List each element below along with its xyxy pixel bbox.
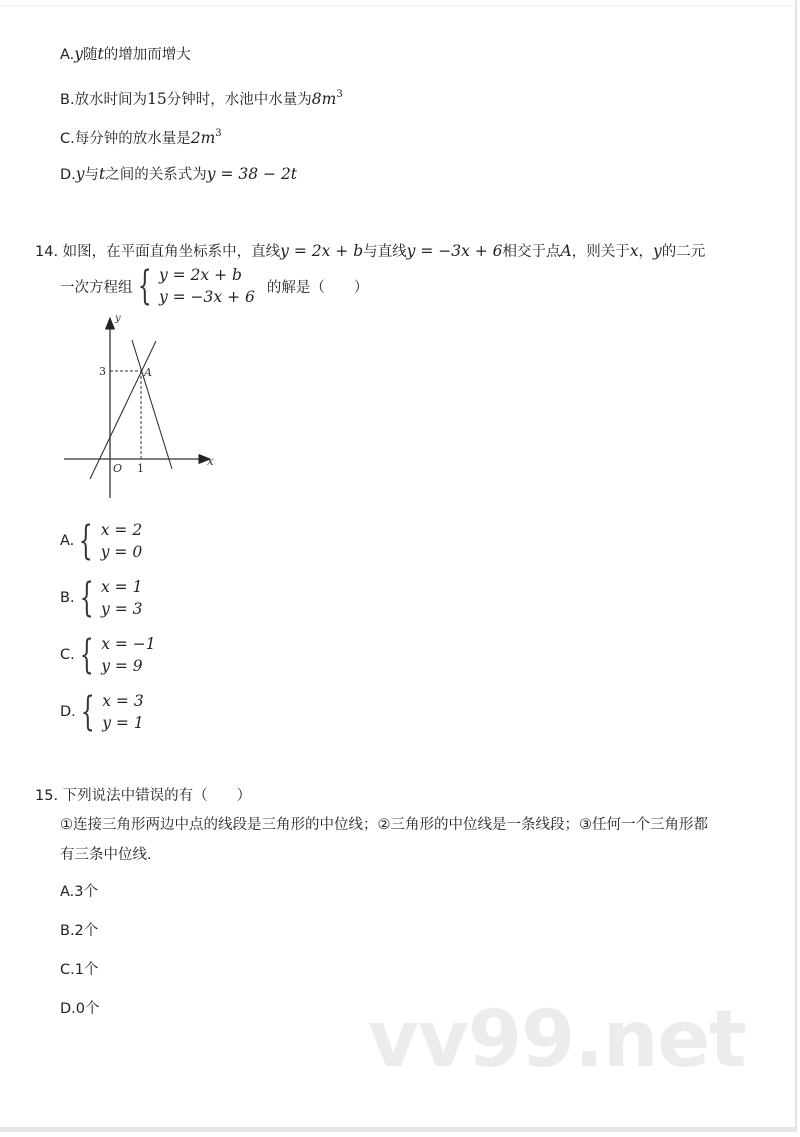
q15-body-line2: 有三条中位线.	[60, 847, 152, 863]
y-axis-label: y	[115, 313, 121, 324]
option-prefix: D.	[60, 167, 76, 183]
point-a-label: A	[144, 366, 152, 379]
stem-text: 一次方程组	[60, 279, 133, 296]
q13-option-b	[60, 85, 343, 110]
math-number: 15	[147, 90, 167, 108]
option-prefix: B.	[60, 590, 75, 606]
q14-option-d	[60, 690, 144, 734]
math-var: y	[653, 242, 662, 260]
q15-option-c: C.1个	[60, 962, 99, 978]
option-prefix: A.	[60, 533, 75, 549]
math-var: y	[75, 165, 85, 183]
math-point: A	[560, 242, 572, 260]
stem-text: 的解是（ ）	[266, 279, 369, 296]
left-brace-icon: {	[79, 575, 94, 621]
x-axis-label: x	[207, 454, 214, 468]
left-brace-icon: {	[79, 632, 94, 678]
origin-label: O	[113, 462, 123, 475]
q14-option-c	[60, 633, 156, 677]
equation-row: x = 2	[100, 521, 143, 539]
math-var: t	[99, 165, 106, 183]
stem-text: 下列说法中错误的有（ ）	[62, 788, 252, 804]
option-prefix: C.	[60, 131, 75, 147]
q14-option-a	[60, 519, 142, 563]
option-text: 随	[83, 47, 98, 63]
line-y-neg3x-6	[132, 340, 172, 469]
equation-system	[159, 264, 255, 308]
equation-row: x = 3	[102, 692, 144, 710]
option-prefix: B.	[60, 92, 75, 108]
math-var: y	[74, 45, 84, 63]
equation-row: y = 0	[100, 543, 143, 561]
math-var: t	[97, 45, 104, 63]
option-prefix: A.	[60, 47, 75, 63]
equation-row: y = 1	[102, 714, 144, 732]
stem-text: 如图，在平面直角坐标系中，直线	[62, 244, 281, 260]
math-expr: y = 2x + b	[280, 242, 364, 260]
equation-row: x = 1	[101, 578, 143, 596]
q15-option-d: D.0个	[60, 1001, 100, 1017]
left-brace-icon: {	[79, 518, 94, 564]
coordinate-figure	[55, 305, 225, 505]
stem-text: ，则关于	[571, 244, 630, 260]
math-expr: 8m	[311, 90, 337, 108]
math-exponent: 3	[215, 128, 222, 139]
left-brace-icon: {	[137, 263, 152, 309]
q15-body-line1: ①连接三角形两边中点的线段是三角形的中位线；②三角形的中位线是一条线段；③任何一个三角形都	[60, 817, 708, 833]
y-tick-label: 3	[99, 365, 106, 378]
equation-row: y = −3x + 6	[158, 288, 255, 306]
watermark: vv99.net	[368, 995, 746, 1085]
equation-row: y = 9	[101, 657, 143, 675]
option-prefix: C.	[60, 647, 75, 663]
equation-row: y = 2x + b	[158, 266, 242, 284]
math-var: x	[629, 242, 639, 260]
option-text: 的增加而增大	[103, 47, 191, 63]
q13-option-c	[60, 124, 222, 149]
option-text: 放水时间为	[74, 92, 148, 108]
q15-option-a: A.3个	[60, 884, 98, 900]
q15-option-b: B.2个	[60, 923, 99, 939]
equation-row: y = 3	[101, 600, 143, 618]
line-y-2x-b	[90, 341, 156, 479]
stem-text: 与直线	[363, 244, 407, 260]
option-prefix: D.	[60, 704, 76, 720]
option-text: 分钟时，水池中水量为	[166, 92, 312, 108]
q15-stem	[35, 786, 251, 806]
question-number: 14.	[35, 244, 59, 260]
stem-text: ，	[638, 244, 653, 260]
option-text: 之间的关系式为	[105, 167, 207, 183]
math-expr: 2m	[190, 129, 216, 147]
option-text: 每分钟的放水量是	[74, 131, 191, 147]
equation-row: x = −1	[101, 635, 156, 653]
x-tick-label: 1	[137, 462, 144, 475]
math-expr: y = −3x + 6	[406, 242, 503, 260]
option-text: 与	[84, 167, 100, 183]
left-brace-icon: {	[80, 689, 95, 735]
math-exponent: 3	[336, 89, 343, 100]
q14-option-b	[60, 576, 142, 620]
page-top-divider	[0, 5, 797, 6]
question-number: 15.	[35, 788, 59, 804]
math-expr: y = 38 − 2t	[206, 165, 298, 183]
q13-option-a	[60, 44, 191, 65]
q14-stem-line1	[35, 241, 705, 262]
q13-option-d	[60, 164, 297, 185]
stem-text: 的二元	[661, 244, 706, 260]
q14-stem-line2	[60, 264, 369, 308]
stem-text: 相交于点	[502, 244, 561, 260]
